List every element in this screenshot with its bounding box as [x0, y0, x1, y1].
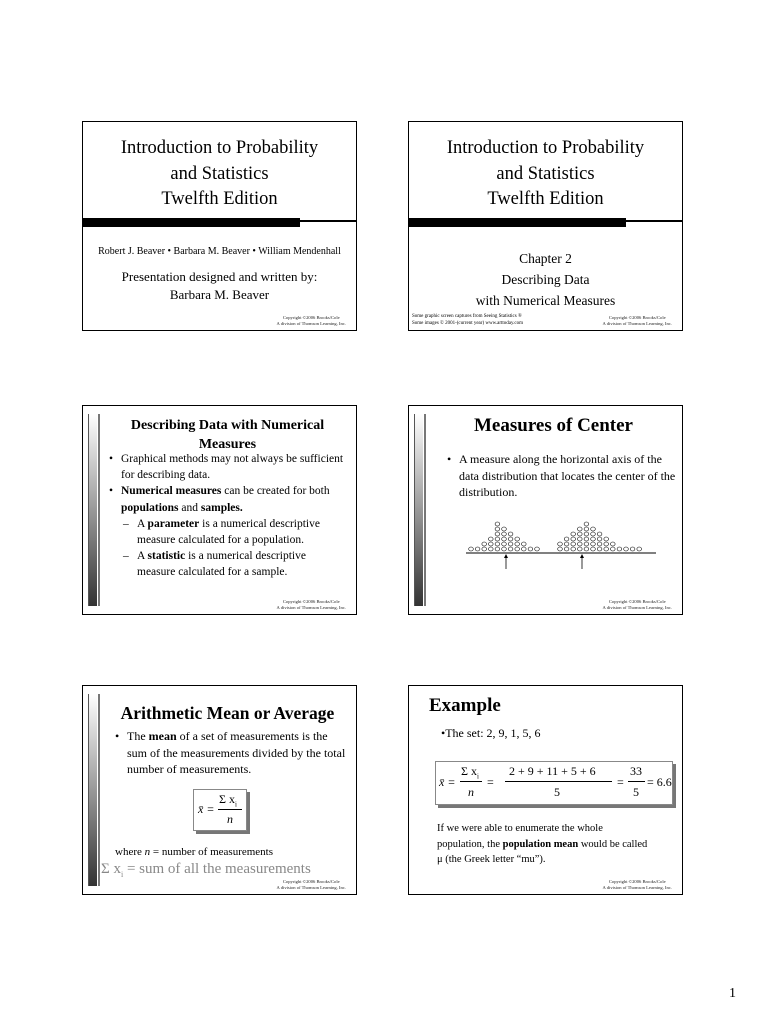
data-dot: [584, 537, 589, 541]
data-dot: [495, 527, 500, 531]
data-dot: [617, 547, 622, 551]
data-dot: [508, 532, 513, 536]
copyright: Copyright ©2006 Brooks/Cole A division of Thomson Learning, Inc.: [276, 599, 346, 610]
slide-title: Example: [429, 695, 501, 716]
data-dot: [482, 542, 487, 546]
copyright: Copyright ©2006 Brooks/Cole A division of Thomson Learning, Inc.: [276, 315, 346, 326]
data-dot: [584, 522, 589, 526]
mean-formula: x̄ = Σ $x_i$ n: [193, 789, 247, 831]
slide-title-2: [408, 121, 683, 331]
data-dot: [469, 547, 474, 551]
data-dot: [502, 527, 507, 531]
page-number: 1: [729, 986, 736, 1001]
data-dot: [535, 547, 540, 551]
data-dot: [495, 532, 500, 536]
data-dot: [578, 547, 583, 551]
copyright: Copyright ©2006 Brooks/Cole A division of Thomson Learning, Inc.: [602, 599, 672, 610]
copyright: Copyright ©2006 Brooks/Cole A division of Thomson Learning, Inc.: [276, 879, 346, 890]
data-dot: [597, 532, 602, 536]
bullet-list: [447, 451, 676, 501]
data-dot: [591, 532, 596, 536]
data-dot: [482, 547, 487, 551]
data-dot: [571, 547, 576, 551]
data-dot: [584, 532, 589, 536]
data-dot: [611, 547, 616, 551]
data-dot: [515, 542, 520, 546]
bullet-list: [115, 728, 348, 778]
data-set: •The set: 2, 9, 1, 5, 6: [441, 726, 541, 740]
data-dot: [489, 537, 494, 541]
slide-title: Describing Data with Numerical Measures: [130, 418, 325, 452]
slide-title: Introduction to Probability and Statistics Twelfth Edition: [446, 138, 645, 209]
data-dot: [578, 532, 583, 536]
data-dot: [528, 547, 533, 551]
data-dot: [591, 542, 596, 546]
data-dot: [578, 542, 583, 546]
bullet: • Graphical methods may not always be sufficient for describing data.: [109, 451, 344, 483]
sub-bullet: – A statistic is a numerical descriptive measure calculated for a sample.: [109, 548, 344, 580]
data-dot: [508, 542, 513, 546]
title-band: [83, 218, 356, 227]
bullet: • The mean of a set of measurements is the sum of the measurements divided by the total number of measurements.: [115, 728, 348, 778]
data-dot: [515, 537, 520, 541]
data-dot: [591, 527, 596, 531]
data-dot: [495, 522, 500, 526]
slide-title: Measures of Center: [474, 415, 633, 436]
data-dot: [502, 532, 507, 536]
data-dot: [564, 547, 569, 551]
data-dot: [591, 537, 596, 541]
slide-example: [408, 685, 683, 895]
data-dot: [489, 547, 494, 551]
slide-title: Arithmetic Mean or Average: [120, 703, 335, 723]
side-bar: [88, 694, 97, 886]
data-dot: [495, 542, 500, 546]
data-dot: [475, 547, 480, 551]
data-dot: [564, 537, 569, 541]
data-dot: [584, 527, 589, 531]
data-dot: [604, 547, 609, 551]
data-dot: [571, 537, 576, 541]
data-dot: [578, 537, 583, 541]
data-dot: [584, 547, 589, 551]
data-dot: [495, 547, 500, 551]
sub-bullet: – A parameter is a numerical descriptive measure calculated for a population.: [109, 516, 344, 548]
bullet: • Numerical measures can be created for both populations and samples.: [109, 483, 344, 515]
data-dot: [489, 542, 494, 546]
example-formula: x̄ = Σ $x_i$ n = 2 + 9 + 11 + 5 + 6 5 = 33 5 = 6.6: [435, 761, 673, 805]
data-dot: [571, 532, 576, 536]
data-dot: [591, 547, 596, 551]
data-dot: [522, 542, 527, 546]
data-dot: [584, 542, 589, 546]
data-dot: [578, 527, 583, 531]
slide-describing-data: [82, 405, 357, 615]
slide-measures-of-center: [408, 405, 683, 615]
slide-arithmetic-mean: [82, 685, 357, 895]
sum-definition: Σ $x_i$ = sum of all the measurements: [101, 861, 311, 879]
title-band: [409, 218, 682, 227]
data-dot: [597, 537, 602, 541]
data-dot: [558, 547, 563, 551]
data-dot: [604, 537, 609, 541]
data-dot: [637, 547, 642, 551]
data-dot: [502, 547, 507, 551]
bullet: • A measure along the horizontal axis of the data distribution that locates the center of the distribution.: [447, 451, 676, 501]
data-dot: [508, 537, 513, 541]
population-mean-text: If we were able to enumerate the whole population, the population mean would be called μ (the Greek letter “mu”).: [437, 823, 648, 865]
copyright: Copyright ©2006 Brooks/Cole A division of Thomson Learning, Inc.: [602, 879, 672, 890]
chapter-info: Chapter 2 Describing Data with Numerical Measures: [475, 251, 616, 308]
data-dot: [571, 542, 576, 546]
arrow-right: [580, 554, 584, 569]
data-dot: [630, 547, 635, 551]
data-dot: [508, 547, 513, 551]
bullet-list: [109, 451, 344, 581]
authors: Robert J. Beaver • Barbara M. Beaver • William Mendenhall: [98, 246, 341, 257]
data-dot: [597, 547, 602, 551]
data-dot: [502, 542, 507, 546]
data-dot: [515, 547, 520, 551]
dot-distribution-figure: [409, 516, 683, 586]
data-dot: [597, 542, 602, 546]
slide-title: Introduction to Probability and Statistics Twelfth Edition: [120, 138, 319, 209]
data-dot: [502, 537, 507, 541]
copyright: Copyright ©2006 Brooks/Cole A division of Thomson Learning, Inc.: [602, 315, 672, 326]
data-dot: [522, 547, 527, 551]
designed-by: Presentation designed and written by: Barbara M. Beaver: [121, 269, 318, 302]
data-dot: [624, 547, 629, 551]
image-credits: Some graphic screen captures from Seeing Statistics ® Some images © 2001-(current year) www.arttoday.com: [412, 314, 524, 326]
side-bar: [88, 414, 97, 606]
data-dot: [604, 542, 609, 546]
arrow-left: [504, 554, 508, 569]
data-dot: [564, 542, 569, 546]
slide-title-1: [82, 121, 357, 331]
data-dot: [611, 542, 616, 546]
data-dot: [495, 537, 500, 541]
data-dot: [558, 542, 563, 546]
where-text: where n = number of measurements: [115, 846, 274, 858]
